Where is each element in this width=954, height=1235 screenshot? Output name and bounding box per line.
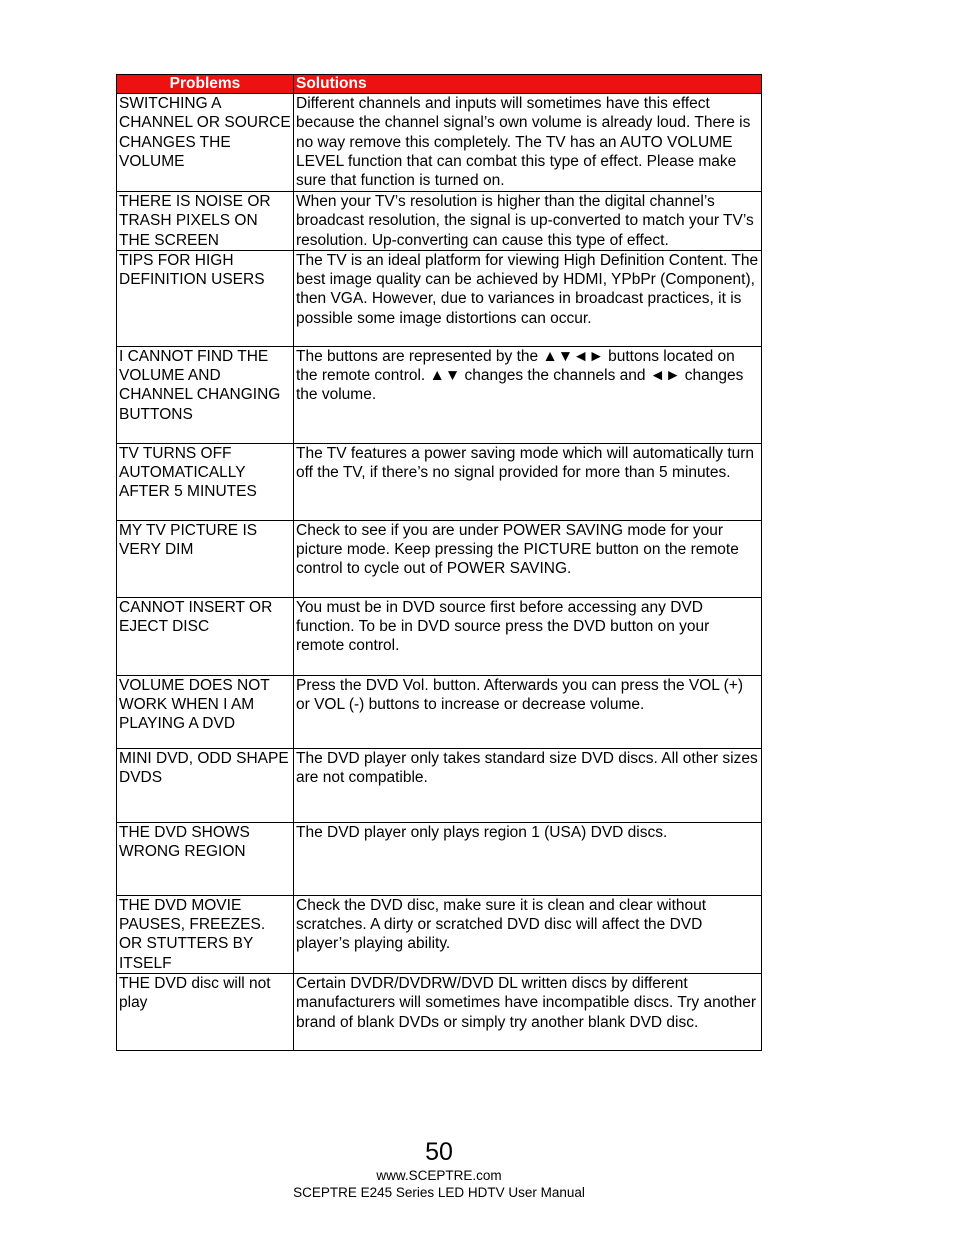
solution-cell: The TV features a power saving mode which will automatically turn off the TV, if there’s no signal provided for more than 5 minutes. [294,443,762,520]
footer-url: www.SCEPTRE.com [376,1168,502,1183]
problem-cell: SWITCHING A CHANNEL OR SOURCE CHANGES THE VOLUME [117,94,294,192]
table-header-row [117,75,762,94]
solution-cell: Press the DVD Vol. button. Afterwards you can press the VOL (+) or VOL (-) buttons to increase or decrease volume. [294,675,762,748]
footer-manual-title: SCEPTRE E245 Series LED HDTV User Manual [293,1185,585,1200]
problem-cell: THE DVD MOVIE PAUSES, FREEZES. OR STUTTERS BY ITSELF [117,895,294,973]
solution-cell: Certain DVDR/DVDRW/DVD DL written discs by different manufacturers will sometimes have incompatible discs. Try another brand of blank DVDs or simply try another blank DVD disc. [294,974,762,1051]
troubleshooting-table [116,74,762,1051]
problem-cell: MINI DVD, ODD SHAPE DVDS [117,748,294,822]
page-number: 50 [425,1138,453,1166]
problems-header: Problems [117,75,294,94]
table-row [117,520,762,597]
problem-cell: TIPS FOR HIGH DEFINITION USERS [117,250,294,346]
problem-cell: I CANNOT FIND THE VOLUME AND CHANNEL CHANGING BUTTONS [117,346,294,443]
table-row [117,597,762,675]
table-row [117,895,762,973]
table-row [117,192,762,251]
solution-cell: Check to see if you are under POWER SAVING mode for your picture mode. Keep pressing the PICTURE button on the remote control to cycle out of POWER SAVING. [294,520,762,597]
solution-cell: When your TV’s resolution is higher than the digital channel’s broadcast resolution, the signal is up-converted to match your TV’s resolution. Up-converting can cause this type of effect. [294,192,762,251]
table-row [117,443,762,520]
solution-cell: You must be in DVD source first before accessing any DVD function. To be in DVD source press the DVD button on your remote control. [294,597,762,675]
solution-cell: Check the DVD disc, make sure it is clean and clear without scratches. A dirty or scratched DVD disc will affect the DVD player’s playing ability. [294,895,762,973]
problem-cell: THERE IS NOISE OR TRASH PIXELS ON THE SCREEN [117,192,294,251]
solution-cell: The buttons are represented by the ▲▼◄► buttons located on the remote control. ▲▼ changes the channels and ◄► changes the volume. [294,346,762,443]
solution-cell: The TV is an ideal platform for viewing High Definition Content. The best image quality can be achieved by HDMI, YPbPr (Component), then VGA. However, due to variances in broadcast practices, it is possible some image distortions can occur. [294,250,762,346]
solution-cell: The DVD player only takes standard size DVD discs. All other sizes are not compatible. [294,748,762,822]
solution-cell: The DVD player only plays region 1 (USA) DVD discs. [294,822,762,895]
table-row [117,974,762,1051]
table-row [117,822,762,895]
table-row [117,748,762,822]
problem-cell: THE DVD disc will not play [117,974,294,1051]
table-row [117,346,762,443]
problem-cell: MY TV PICTURE IS VERY DIM [117,520,294,597]
table-row [117,675,762,748]
problem-cell: CANNOT INSERT OR EJECT DISC [117,597,294,675]
problem-cell: TV TURNS OFF AUTOMATICALLY AFTER 5 MINUTES [117,443,294,520]
problem-cell: THE DVD SHOWS WRONG REGION [117,822,294,895]
solutions-header: Solutions [294,75,762,94]
table-row [117,94,762,192]
table-row [117,250,762,346]
solution-cell: Different channels and inputs will sometimes have this effect because the channel signal’s own volume is already loud. There is no way remove this completely. The TV has an AUTO VOLUME LEVEL function that can combat this type of effect. Please make sure that function is turned on. [294,94,762,192]
problem-cell: VOLUME DOES NOT WORK WHEN I AM PLAYING A DVD [117,675,294,748]
